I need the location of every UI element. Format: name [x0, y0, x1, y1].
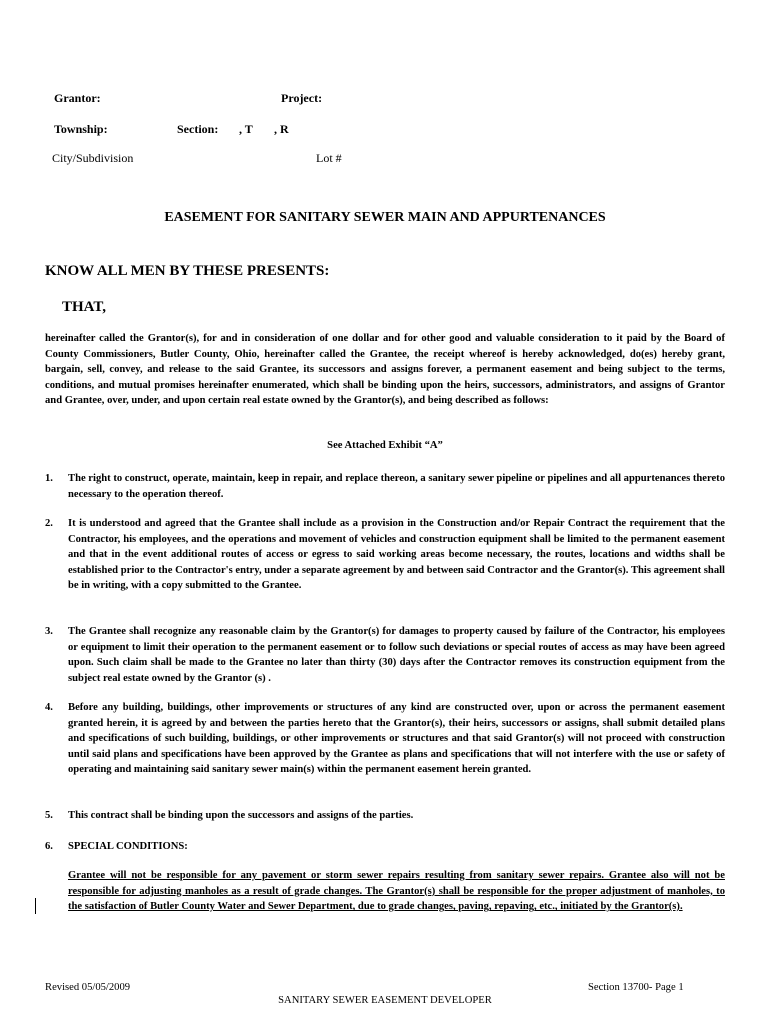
lot-label: Lot # [316, 151, 342, 165]
item-number: 2. [45, 518, 53, 529]
text-cursor [35, 898, 36, 914]
grantor-label: Grantor: [54, 91, 101, 105]
range-r-label: , R [274, 122, 289, 136]
item-number: 3. [45, 626, 53, 637]
item-text: The right to construct, operate, maintain, keep in repair, and replace thereon, a sanitary sewer pipeline or pipelines and all appurtenances thereto necessary to the operation thereof. [68, 473, 725, 500]
document-title: EASEMENT FOR SANITARY SEWER MAIN AND APPURTENANCES [164, 210, 606, 225]
item-text: This contract shall be binding upon the successors and assigns of the parties. [68, 810, 414, 821]
city-subdivision-label: City/Subdivision [52, 151, 134, 165]
item-number: 5. [45, 810, 53, 821]
that-heading: THAT, [62, 299, 107, 315]
item-text: It is understood and agreed that the Grantee shall include as a provision in the Construction and/or Repair Contract the requirement that the Contractor, his employees, and the operations and movement of vehicles and construction equipment shall be limited to the permanent easement and that in the event additional routes of access or egress to said working areas become necessary, the routes, locations and widths shall be established prior to the Contractor's entry, under a separate agreement by and between said Contractor and the Grantor(s). This agreement shall be in writing, with a copy submitted to the Grantee. [68, 518, 725, 592]
intro-paragraph: hereinafter called the Grantor(s), for and in consideration of one dollar and for other good and valuable consideration to it paid by the Board of County Commissioners, Butler County, Ohio, hereinafter called the Grantee, the receipt whereof is hereby acknowledged, do(es) hereby grant, bargain, sell, convey, and release to the said Grantee, its successors and assigns forever, a permanent easement and being subject to the terms, conditions, and mutual promises hereinafter enumerated, which shall be binding upon the heirs, successors, administrators, and assigns of Grantor and Grantee, over, under, and upon certain real estate owned by the Grantor(s), and being described as follows: [45, 333, 725, 407]
footer-page-number: Section 13700- Page 1 [588, 982, 684, 993]
township-t-label: , T [239, 122, 253, 136]
item-number: 6. [45, 841, 53, 852]
footer-revised-date: Revised 05/05/2009 [45, 982, 131, 993]
section-label: Section: [177, 122, 219, 136]
township-label: Township: [54, 122, 108, 136]
know-all-men-heading: KNOW ALL MEN BY THESE PRESENTS: [45, 263, 330, 279]
item-number: 4. [45, 702, 53, 713]
item-text: SPECIAL CONDITIONS: [68, 841, 188, 852]
item-text: Before any building, buildings, other improvements or structures of any kind are constructed over, upon or across the permanent easement granted herein, it is agreed by and between the parties hereto that the Grantor(s), their heirs, successors or assigns, shall submit detailed plans and specifications of such building, buildings, or other improvements or structures and that said Grantor(s) will not proceed with construction until said plans and specifications have been approved by the Grantee as plans and specifications that will not interfere with the use or safety of operating and maintaining said sanitary sewer main(s) within the permanent easement herein granted. [68, 702, 725, 776]
footer-document-name: SANITARY SEWER EASEMENT DEVELOPER [278, 995, 492, 1006]
item-number: 1. [45, 473, 53, 484]
project-label: Project: [281, 91, 323, 105]
item-text: The Grantee shall recognize any reasonable claim by the Grantor(s) for damages to property caused by failure of the Contractor, his employees or equipment to limit their operation to the permanent easement or to follow such deviations or special routes of access as may have been agreed upon. Such claim shall be made to the Grantee no later than thirty (30) days after the Contractor removes its construction equipment from the subject real estate owned by the Grantor (s) . [68, 626, 725, 684]
exhibit-reference: See Attached Exhibit “A” [327, 440, 443, 451]
special-conditions-text: Grantee will not be responsible for any pavement or storm sewer repairs resulting from sanitary sewer repairs. Grantee also will not be responsible for adjusting manholes as a result of grade changes. The Grantor(s) shall be responsible for the proper adjustment of manholes, to the satisfaction of Butler County Water and Sewer Department, due to grade changes, paving, repaving, etc., initiated by the Grantor(s). [68, 870, 725, 913]
